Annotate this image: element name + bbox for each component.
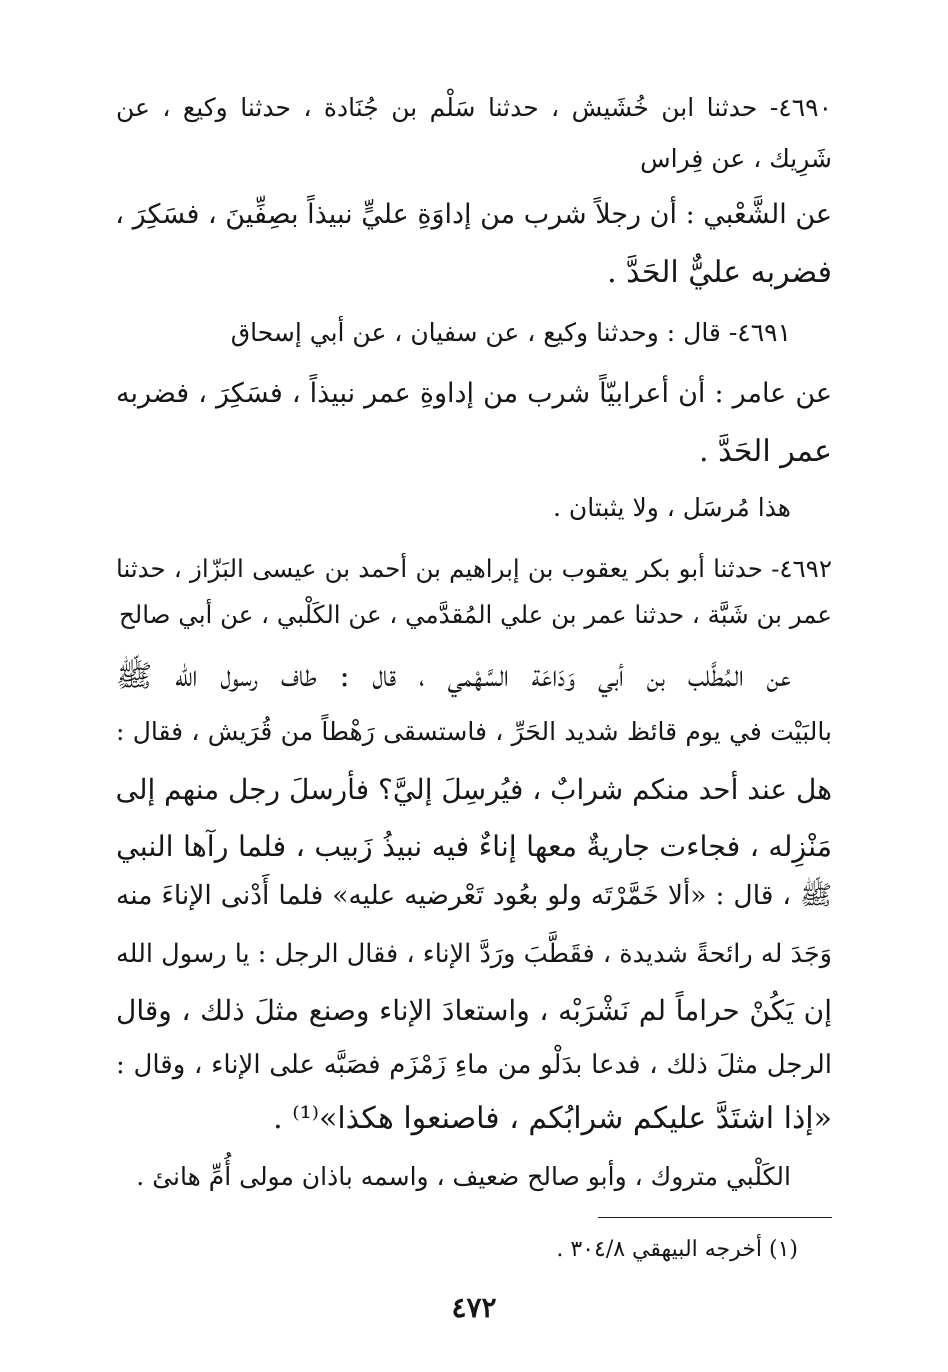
hadith-4692-matn-line-9: «إذا اشتَدَّ عليكم شرابُكم ، فاصنعوا هكذا»⁽¹⁾ . (273, 1101, 832, 1136)
hadith-4692-matn-line-1: عن المُطَّلب بن أبي وَدَاعَة السَّهْمي ، قال : طاف رسول الله ﷺ (116, 659, 791, 694)
hadith-4692-isnad-line-2: عمر بن شَبَّة ، حدثنا عمر بن علي المُقدَّمي ، عن الكَلْبي ، عن أبي صالح (118, 600, 832, 629)
hadith-4690-matn-line-1: عن الشَّعْبي : أن رجلاً شرب من إداوَةِ عليٍّ نبيذاً بصِفِّينَ ، فسَكِرَ ، (115, 199, 832, 230)
hadith-4690-isnad-line-2: شَرِيك ، عن فِراس (640, 144, 832, 173)
hadith-4692-matn-line-6: وَجَدَ له رائحةً شديدة ، فقَطَّبَ ورَدَّ الإناء ، فقال الرجل : يا رسول الله (116, 939, 832, 969)
hadith-4691-comment: هذا مُرسَل ، ولا يثبتان . (553, 493, 791, 522)
hadith-4690-isnad-line-1: ٤٦٩٠- حدثنا ابن خُشَيش ، حدثنا سَلْم بن جُنَادة ، حدثنا وكيع ، عن (116, 93, 832, 122)
page-number: ٤٧٢ (451, 1291, 497, 1324)
footnote: (١) أخرجه البيهقي ٣٠٤/٨ . (556, 1237, 798, 1262)
hadith-4692-matn-line-3: هل عند أحد منكم شرابٌ ، فيُرسِلَ إليَّ؟ فأرسلَ رجل منهم إلى (115, 773, 832, 806)
hadith-4692-comment: الكَلْبي متروك ، وأبو صالح ضعيف ، واسمه باذان مولى أُمِّ هانئ . (136, 1162, 791, 1191)
hadith-4692-isnad-line-1: ٤٦٩٢- حدثنا أبو بكر يعقوب بن إبراهيم بن أحمد بن عيسى البَزّاز ، حدثنا (116, 554, 832, 583)
hadith-4692-matn-line-4: مَنْزِله ، فجاءت جاريةٌ معها إناءٌ فيه نبيذُ زَبيب ، فلما رآها النبي (116, 830, 832, 863)
hadith-4691-matn-line-1: عن عامر : أن أعرابيّاً شرب من إداوةِ عمر نبيذاً ، فسَكِرَ ، فضربه (116, 378, 832, 409)
hadith-4690-matn-line-2: فضربه عليٌّ الحَدَّ . (607, 255, 832, 290)
hadith-4691-isnad-line-1: ٤٦٩١- قال : وحدثنا وكيع ، عن سفيان ، عن أبي إسحاق (230, 318, 791, 347)
hadith-4692-matn-line-5: ﷺ ، قال : «ألا خَمَّرْتَه ولو بعُود تَعْرضيه عليه» فلما أَدْنى الإناءَ منه (116, 880, 832, 911)
hadith-4692-matn-line-7: إن يَكُنْ حراماً لم نَشْرَبْه ، واستعادَ الإناء وصنع مثلَ ذلك ، وقال (116, 994, 832, 1027)
footnote-separator (598, 1217, 832, 1218)
hadith-4691-matn-line-2: عمر الحَدَّ . (699, 434, 832, 469)
hadith-4692-matn-line-2: بالبَيْت في يوم قائظ شديد الحَرِّ ، فاستسقى رَهْطاً من قُرَيش ، فقال : (116, 717, 832, 746)
hadith-4692-matn-line-8: الرجل مثلَ ذلك ، فدعا بدَلْو من ماءِ زَمْزَم فصَبَّه على الإناء ، وقال : (116, 1050, 832, 1080)
